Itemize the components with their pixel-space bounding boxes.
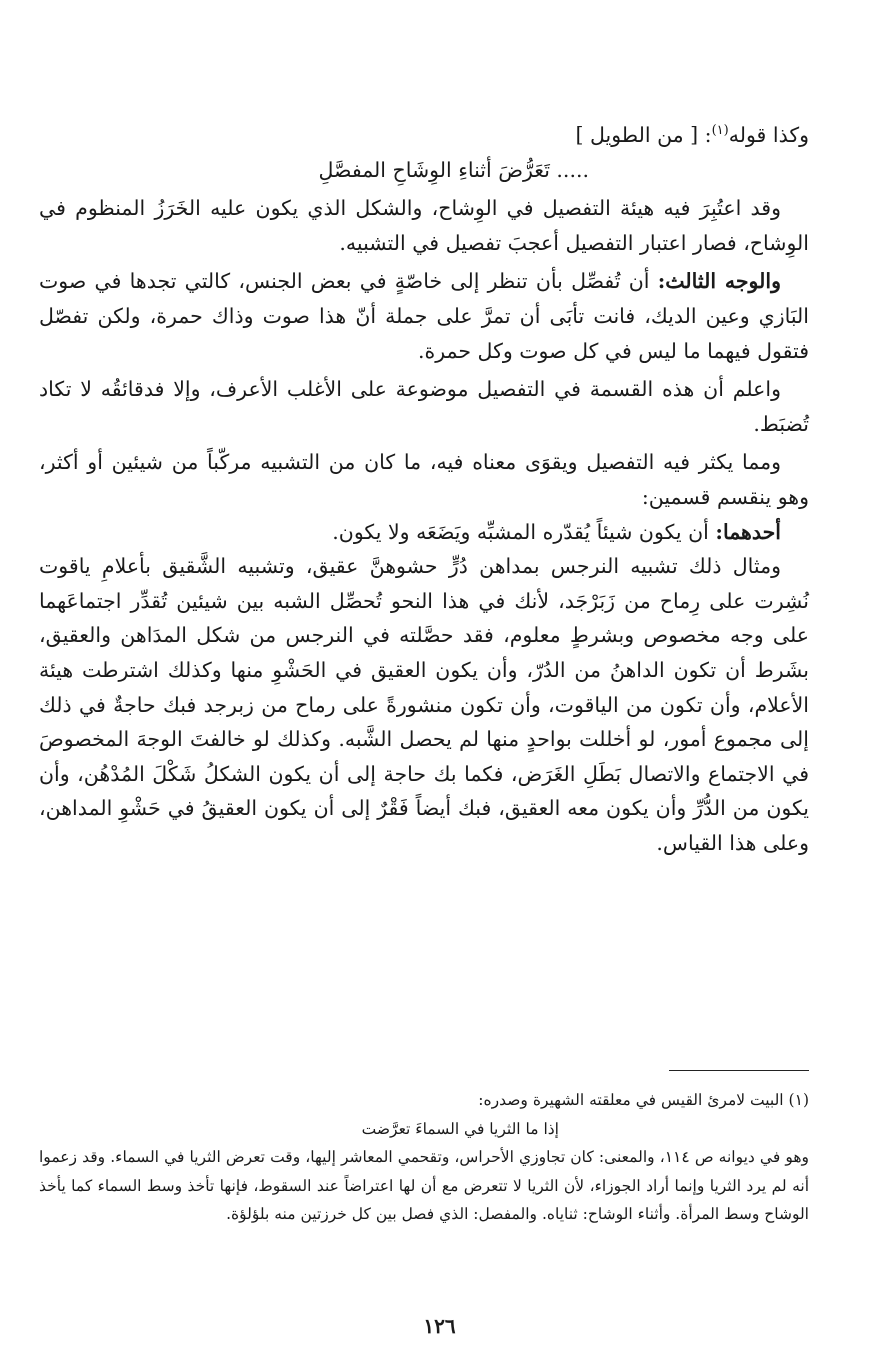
paragraph-2-lead: والوجه الثالث: xyxy=(657,269,781,294)
page-number: ١٢٦ xyxy=(423,1314,456,1338)
footnote-divider xyxy=(669,1070,809,1071)
paragraph-5-lead: أحدهما: xyxy=(715,519,781,544)
verse-line: ..... تَعَرُّضَ أثناءِ الوِشَاحِ المفصَّلِ xyxy=(318,157,589,182)
footnote-marker: (١) xyxy=(711,123,729,139)
paragraph-2-text: أن تُفصِّل بأن تنظر إلى خاصّةٍ في بعض الجنس، كالتي تجدها في صوت البَازي وعين الديك، فانت تأبَى أن تمرَّ على جملة أنّ هذا صوت وذاك حمرة، ولكن تفصّل فتقول فيهما ما ليس في كل صوت وكل حمرة. xyxy=(39,269,809,363)
main-text xyxy=(39,118,809,860)
meter-label: : [ من الطويل ] xyxy=(575,123,712,147)
paragraph-5 xyxy=(39,515,809,550)
footnote-1-text: وهو في ديوانه ص ١١٤، والمعنى: كان تجاوزي الأحراس، وتقحمي المعاشر إليها، وقت تعرض الثريا في السماء. وقد زعموا أنه لم يرد الثريا وإنما أراد الجوزاء، لأن الثريا لا تتعرض مع أن لها اعتراضاً عند السقوط، فإنها تأخذ وسط السماء كما يأخذ الوشاح وسط المرأة. وأثناء الوشاح: ثناياه. والمفصل: الذي فصل بين كل خرزتين منه بلؤلؤة. xyxy=(39,1148,809,1223)
intro-text: وكذا قوله xyxy=(728,123,809,147)
footnote-1-verse: إذا ما الثريا في السماءَ تعرَّضت xyxy=(361,1119,559,1138)
paragraph-6: ومثال ذلك تشبيه النرجس بمداهن دُرٍّ حشوهنَّ عقيق، وتشبيه الشَّقيق بأعلامِ ياقوت نُشِرت على رِماح من زَبَرْجَد، لأنك في هذا النحو تُحصِّل الشبه بين شيئين تُقدِّر اجتماعَهما على وجه مخصوص وبشرطٍ معلوم، فقد حصَّلته في النرجس من شكل المدَاهن والعقيق، بشَرط أن تكون الداهنُ من الدُرّ، وأن يكون العقيق في الحَشْوِ منها وكذلك اشترطت هيئة الأعلام، وأن تكون من الياقوت، وأن تكون منشورةً على رماح من زبرجد فبك حاجةٌ في ذلك إلى مجموع أمور، لو أخللت بواحدٍ منها لم يحصل الشَّبه. وكذلك لو خالفتَ الوجهَ المخصوصَ في الاجتماع والاتصال بَطَلِ الغَرَض، فكما بك حاجة إلى أن يكون الشكلُ شَكْلَ المُدْهُن، وأن يكون من الدُّرِّ وأن يكون معه العقيق، فبك أيضاً فَقْرٌ إلى أن يكون العقيقُ في حَشْوِ المداهن، وعلى هذا القياس. xyxy=(39,554,809,855)
footnote-1-marker: (١) xyxy=(788,1091,809,1109)
footnote-1-line: البيت لامرئ القيس في معلقته الشهيرة وصدره: xyxy=(478,1091,789,1109)
footnotes xyxy=(39,1086,809,1229)
paragraph-1: وقد اعتُبِرَ فيه هيئة التفصيل في الوِشاح، والشكل الذي يكون عليه الخَرَزُ المنظوم في الوِشاح، فصار اعتبار التفصيل أعجبَ تفصيل في التشبيه. xyxy=(39,196,809,255)
paragraph-2 xyxy=(39,264,809,368)
footnote-1-intro xyxy=(39,1086,809,1115)
intro-line xyxy=(39,118,809,153)
paragraph-4: ومما يكثر فيه التفصيل ويقوَى معناه فيه، ما كان من التشبيه مركّباً من شيئين أو أكثر، وهو ينقسم قسمين: xyxy=(39,450,809,509)
paragraph-5-text: أن يكون شيئاً يُقدّره المشبِّه ويَضَعَه ولا يكون. xyxy=(332,519,716,544)
paragraph-3: واعلم أن هذه القسمة في التفصيل موضوعة على الأغلب الأعرف، وإلا فدقائقُه لا تكاد تُضبَط. xyxy=(39,377,809,436)
